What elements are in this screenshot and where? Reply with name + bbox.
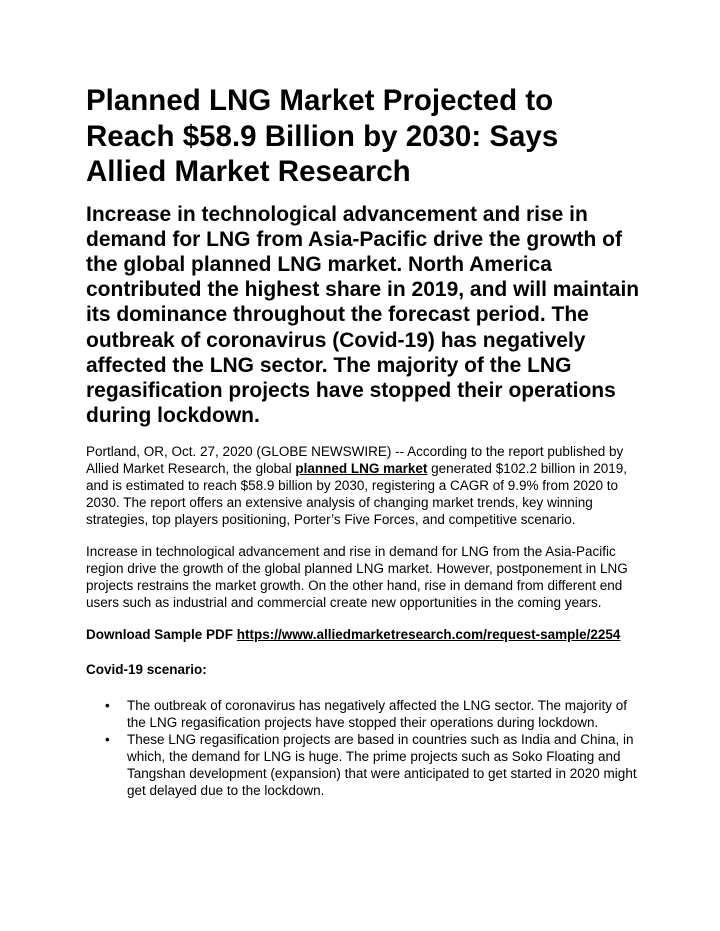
download-sample-line (86, 626, 640, 643)
bullet-icon: • (105, 698, 110, 714)
covid-scenario-heading: Covid-19 scenario: (86, 662, 207, 678)
headline: Planned LNG Market Projected to Reach $58.9 Billion by 2030: Says Allied Market Research (86, 84, 559, 188)
subheadline: Increase in technological advancement and rise in demand for LNG from Asia-Pacific drive the growth of the global planned LNG market. North America contributed the highest share in 2019, and will maintain its dominance throughout the forecast period. The outbreak of coronavirus (Covid-19) has negatively affected the LNG sector. The majority of the LNG regasification projects have stopped their operations during lockdown. (86, 202, 640, 428)
download-sample-link[interactable]: https://www.alliedmarketresearch.com/request-sample/2254 (236, 627, 621, 643)
intro-text-after-link: generated $102.2 billion in 2019, and is estimated to reach $58.9 billion by 2030, registering a CAGR of 9.9% from 2020 to 2030. The report offers an extensive analysis of changing market trends, key winning strategies, top players positioning, Porter’s Five Forces, and competitive scenario. (86, 461, 628, 528)
covid-bullet-list (86, 697, 640, 799)
intro-paragraph (86, 443, 640, 528)
intro-text-before-link: Portland, OR, Oct. 27, 2020 (GLOBE NEWSWIRE) -- According to the report published by Allied Market Research, the global (86, 444, 624, 477)
list-item-text: The outbreak of coronavirus has negatively affected the LNG sector. The majority of the LNG regasification projects have stopped their operations during lockdown. (127, 698, 628, 731)
list-item (86, 731, 640, 799)
list-item-text: These LNG regasification projects are based in countries such as India and China, in which, the demand for LNG is huge. The prime projects such as Soko Floating and Tangshan development (expansion) that were anticipated to get started in 2020 might get delayed due to the lockdown. (127, 732, 637, 799)
bullet-icon: • (105, 732, 110, 748)
growth-paragraph: Increase in technological advancement and rise in demand for LNG from the Asia-Pacific region drive the growth of the global planned LNG market. However, postponement in LNG projects restrains the market growth. On the other hand, rise in demand from different end users such as industrial and commercial create new opportunities in the coming years. (86, 544, 628, 611)
planned-lng-market-link[interactable]: planned LNG market (295, 461, 428, 477)
download-sample-label: Download Sample PDF (86, 627, 237, 643)
list-item (86, 697, 640, 731)
